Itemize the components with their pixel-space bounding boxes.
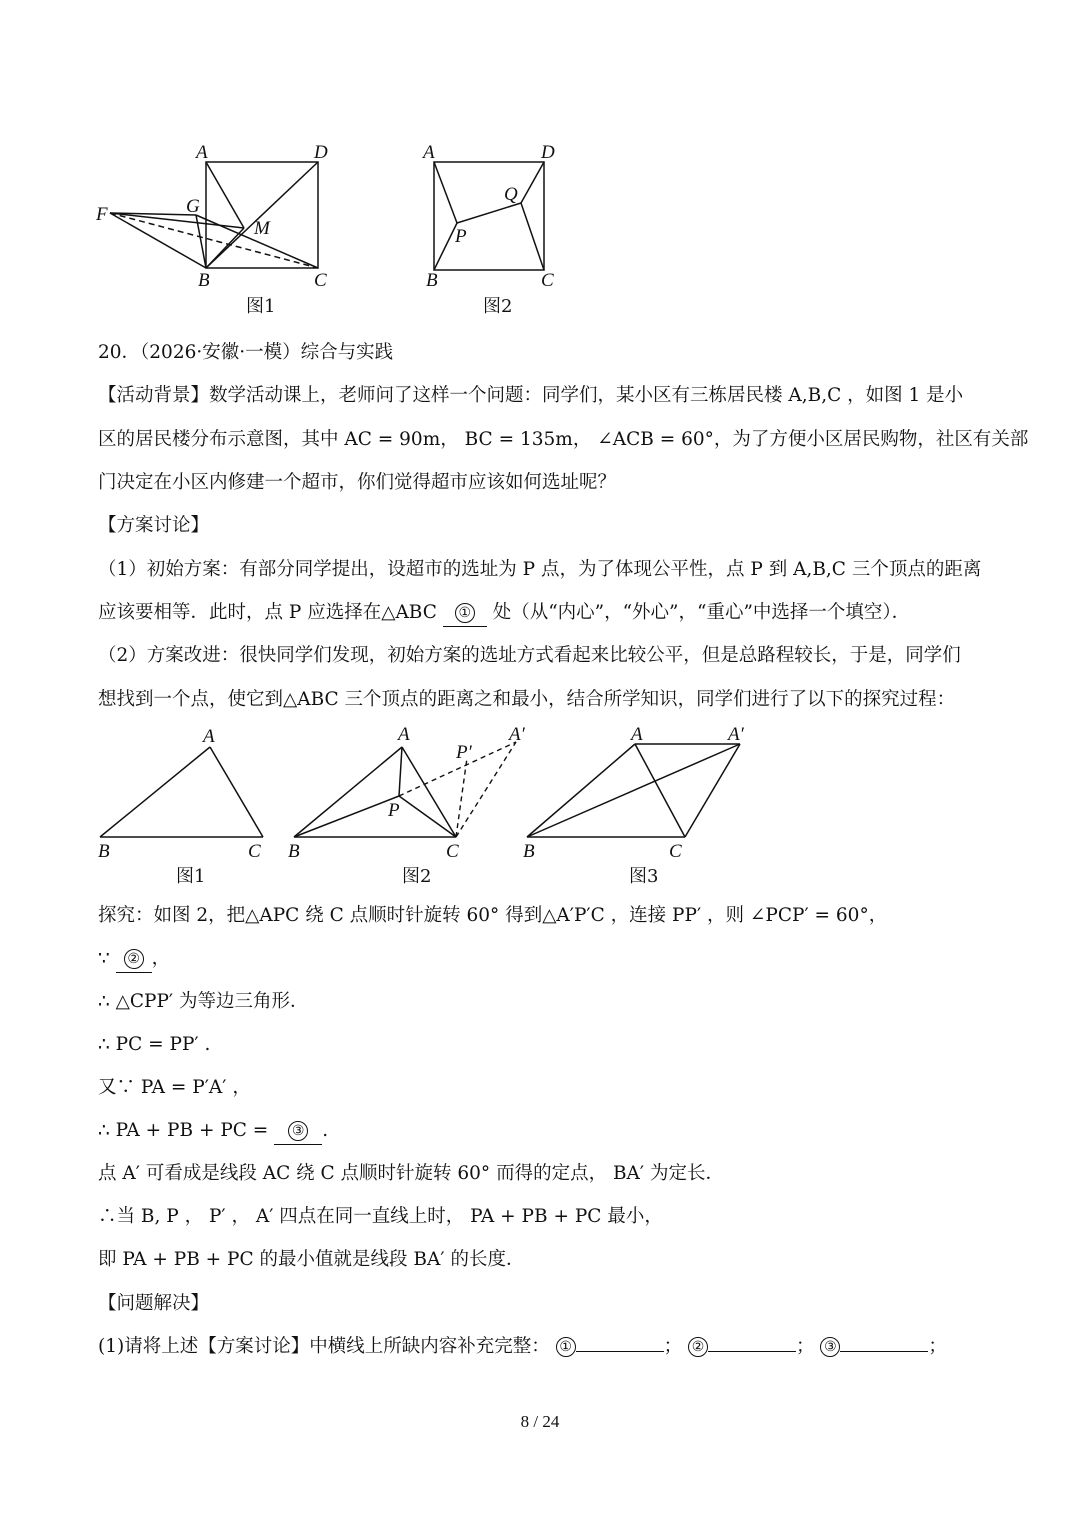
top-figure-2 (415, 140, 575, 320)
proof-line-4: ∴ PC = PP′ . (98, 1034, 211, 1055)
label-B: B (426, 270, 438, 291)
answer-blank-3[interactable] (840, 1351, 928, 1352)
blank-2 (116, 946, 152, 973)
discussion-1-text-a: 应该要相等．此时，点 P 应选择在△ABC (98, 602, 437, 623)
mid-figure-2 (280, 720, 540, 890)
discussion-1-text-b: 处（从“内心”，“外心”，“重心”中选择一个填空）． (492, 602, 911, 623)
mid-figure-3 (515, 720, 775, 890)
proof-line-6-tail: . (322, 1120, 329, 1141)
label-A: A (196, 142, 208, 163)
background-line-2: 区的居民楼分布示意图，其中 AC = 90m， BC = 135m， ∠ACB = 60°，为了方便小区居民购物，社区有关部 (98, 429, 1029, 450)
label-A-prime: A′ (728, 724, 744, 745)
mid-fig2-caption: 图2 (402, 866, 432, 887)
label-A: A (631, 724, 643, 745)
separator-3: ； (928, 1336, 947, 1357)
label-C: C (541, 270, 554, 291)
label-C: C (314, 270, 327, 291)
solve-head: 【问题解决】 (98, 1293, 210, 1314)
mid-fig1-caption: 图1 (176, 866, 206, 887)
proof-line-7: 点 A′ 可看成是线段 AC 绕 C 点顺时针旋转 60° 而得的定点， BA′ 为定长． (98, 1163, 724, 1184)
proof-line-6 (98, 1118, 328, 1145)
label-F: F (96, 204, 108, 225)
answer-circle-3: ③ (820, 1337, 840, 1357)
label-D: D (541, 142, 555, 163)
label-Q: Q (504, 184, 518, 205)
discussion-2-line-2: 想找到一个点，使它到△ABC 三个顶点的距离之和最小，结合所学知识，同学们进行了以下的探究过程： (98, 689, 956, 710)
label-P: P (388, 800, 400, 821)
discussion-2-line-1: （2）方案改进：很快同学们发现，初始方案的选址方式看起来比较公平，但是总路程较长，于是，同学们 (98, 645, 961, 666)
label-A-prime: A′ (509, 724, 525, 745)
background-text-1: 数学活动课上，老师问了这样一个问题：同学们，某小区有三栋居民楼 A,B,C ，如图 1 是小 (209, 385, 964, 406)
problem-number: 20．（2026·安徽·一模）综合与实践 (98, 342, 394, 363)
proof-line-5: 又∵ PA = P′A′ ， (98, 1077, 251, 1098)
proof-line-3: ∴ △CPP′ 为等边三角形． (98, 991, 309, 1012)
answer-circle-2: ② (688, 1337, 708, 1357)
proof-line-2-tail: ， (151, 948, 171, 969)
background-head: 【活动背景】 (98, 385, 210, 406)
fig1-caption: 图1 (246, 296, 276, 317)
discussion-head: 【方案讨论】 (98, 515, 210, 536)
label-B: B (198, 270, 210, 291)
label-D: D (314, 142, 328, 163)
proof-line-6-text: ∴ PA + PB + PC = (98, 1120, 269, 1141)
blank-1 (443, 600, 487, 627)
proof-line-2 (98, 946, 170, 973)
proof-line-8: ∴当 B, P ， P′ ， A′ 四点在同一直线上时， PA + PB + PC 最小， (98, 1206, 663, 1227)
mid-figure-1 (90, 720, 280, 890)
proof-line-1: 探究：如图 2，把△APC 绕 C 点顺时针旋转 60° 得到△A′P′C ，连接 PP′ ，则 ∠PCP′ = 60°， (98, 905, 888, 926)
because-symbol: ∵ (98, 948, 110, 969)
label-A: A (423, 142, 435, 163)
label-A: A (398, 724, 410, 745)
fig2-caption: 图2 (483, 296, 513, 317)
label-P: P (455, 226, 467, 247)
circle-2: ② (124, 949, 144, 969)
answer-blank-2[interactable] (708, 1351, 796, 1352)
label-P-prime: P′ (456, 742, 472, 763)
answer-blank-1[interactable] (576, 1351, 664, 1352)
proof-line-9: 即 PA + PB + PC 的最小值就是线段 BA′ 的长度． (98, 1249, 525, 1270)
label-A: A (203, 726, 215, 747)
label-C: C (248, 841, 261, 862)
circle-3: ③ (288, 1121, 308, 1141)
solve-question-1 (98, 1334, 947, 1360)
background-line-1 (98, 383, 963, 409)
label-B: B (523, 841, 535, 862)
label-C: C (669, 841, 682, 862)
separator-1: ； (663, 1336, 683, 1357)
separator-2: ； (796, 1336, 815, 1357)
label-B: B (98, 841, 110, 862)
discussion-1-line-1: （1）初始方案：有部分同学提出，设超市的选址为 P 点，为了体现公平性，点 P 到 A,B,C 三个顶点的距离 (98, 559, 982, 580)
answer-circle-1: ① (556, 1337, 576, 1357)
top-figure-1 (90, 140, 350, 320)
page-number: 8 / 24 (520, 1412, 560, 1431)
circle-1: ① (455, 603, 475, 623)
question-1-text: (1)请将上述【方案讨论】中横线上所缺内容补充完整： (98, 1336, 550, 1357)
label-M: M (254, 218, 270, 239)
label-B: B (288, 841, 300, 862)
label-G: G (186, 196, 200, 217)
blank-3 (274, 1118, 322, 1145)
discussion-1-line-2 (98, 600, 910, 627)
mid-fig3-caption: 图3 (629, 866, 659, 887)
background-line-3: 门决定在小区内修建一个超市，你们觉得超市应该如何选址呢？ (98, 472, 617, 493)
label-C: C (446, 841, 459, 862)
